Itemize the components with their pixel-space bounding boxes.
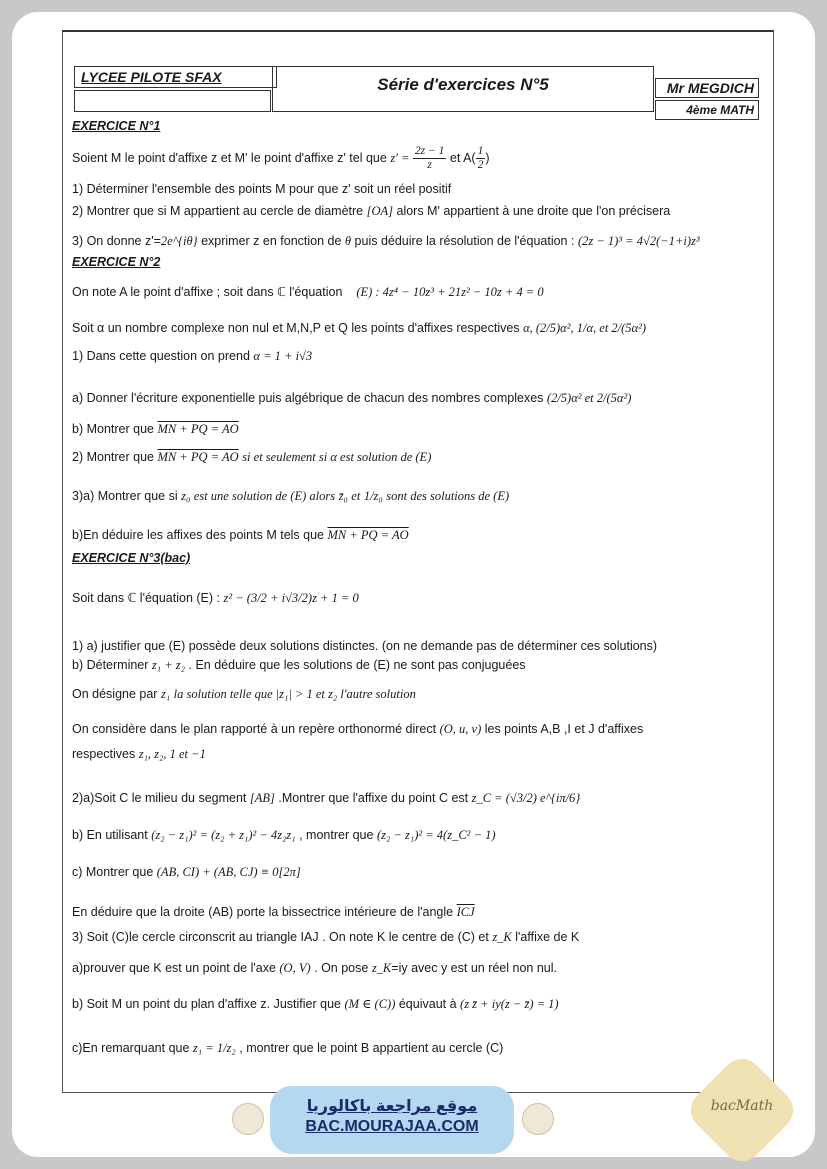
ex3-l5-text-end: les points A,B ,I et J d'affixes bbox=[484, 722, 644, 736]
ex1-intro-text: Soient M le point d'affixe z et M' le point d'affixe z' tel que bbox=[72, 150, 387, 165]
ex3-l4-text-end: la solution telle que |z₁| > 1 et z₂ l'autre solution bbox=[173, 687, 416, 701]
exercise-2-title: EXERCICE N°2 bbox=[72, 255, 161, 269]
ex3-zc-value: z_C = (√3/2) e^{iπ/6} bbox=[471, 791, 581, 805]
class-name: 4ème MATH bbox=[655, 100, 759, 120]
ex2-vector-sum-3: MN + PQ = AO bbox=[327, 528, 409, 542]
ex2-l8-text: b)En déduire les affixes des points M tels que bbox=[72, 528, 324, 542]
ex3-z1: z₁ bbox=[160, 687, 171, 701]
ex2-affixes: α, (2/5)α², 1/α, et 2/(5α²) bbox=[523, 321, 647, 335]
ex3-l12-text-2: . On pose bbox=[314, 961, 369, 975]
ex2-l7-text-end: sont des solutions de (E) bbox=[386, 489, 510, 503]
ex1-q2-text: 2) Montrer que si M appartient au cercle de diamètre bbox=[72, 204, 364, 218]
ex1-q3-equation: (2z − 1)³ = 4√2(−1+i)z³ bbox=[577, 234, 700, 248]
ex3-frame: (O, u, v) bbox=[439, 722, 482, 736]
ex3-l3-text-end: . En déduire que les solutions de (E) ne sont pas conjuguées bbox=[188, 658, 526, 672]
school-blank-box bbox=[74, 90, 271, 112]
ex3-line-8 bbox=[72, 827, 496, 843]
ex2-l3-text: 1) Dans cette question on prend bbox=[72, 349, 250, 363]
ex3-l7-text-2: .Montrer que l'affixe du point C est bbox=[278, 791, 469, 805]
ex3-line-7 bbox=[72, 790, 580, 806]
ex3-identity: (z₂ − z₁)² = (z₂ + z₁)² − 4z₂z₁ bbox=[151, 828, 296, 842]
ex1-q3-text-2: exprimer z en fonction de bbox=[201, 234, 342, 248]
ex2-line-2 bbox=[72, 320, 646, 336]
ex3-line-5 bbox=[72, 721, 643, 737]
ex3-l14-text: c)En remarquant que bbox=[72, 1041, 190, 1055]
ex1-frac-num: 2z − 1 bbox=[414, 145, 445, 157]
ex3-line-10 bbox=[72, 904, 475, 920]
ex2-z0-conj: z̄₀ bbox=[338, 489, 348, 503]
ex2-l1-text: On note A le point d'affixe ; soit dans ℂ l'équation bbox=[72, 285, 343, 299]
ex3-zk-2: z_K bbox=[371, 961, 392, 975]
ex2-vector-sum-2: MN + PQ = AO bbox=[157, 450, 239, 464]
ex3-line-6 bbox=[72, 746, 206, 762]
banner-site-url[interactable]: BAC.MOURAJAA.COM bbox=[305, 1118, 479, 1135]
ex1-frac-den: z bbox=[427, 159, 432, 171]
ex2-l6-text: 2) Montrer que bbox=[72, 450, 154, 464]
ex3-l13-text-2: équivaut à bbox=[398, 997, 457, 1011]
ex3-l7-text: 2)a)Soit C le milieu du segment bbox=[72, 791, 247, 805]
ex1-intro bbox=[72, 145, 490, 172]
ex2-z0: z₀ bbox=[181, 489, 191, 503]
bacmath-logo-text: bacMath bbox=[710, 1098, 774, 1114]
ex1-fraction bbox=[413, 145, 447, 172]
ex2-line-3 bbox=[72, 348, 312, 364]
ex1-q3-text-3: puis déduire la résolution de l'équation : bbox=[354, 234, 575, 248]
site-logo-left-icon bbox=[232, 1103, 264, 1135]
ex3-l1-text: Soit dans ℂ l'équation (E) : bbox=[72, 591, 220, 605]
ex2-line-7 bbox=[72, 488, 509, 504]
ex3-line-3 bbox=[72, 657, 526, 673]
ex2-l6-text-end: si et seulement si α est solution de (E) bbox=[242, 450, 432, 464]
ex1-q3-exp: 2e^{iθ} bbox=[160, 234, 198, 248]
ex2-alpha-value: α = 1 + i√3 bbox=[253, 349, 313, 363]
ex2-vector-sum: MN + PQ = AO bbox=[157, 422, 239, 436]
exercise-1-title: EXERCICE N°1 bbox=[72, 119, 161, 133]
ex3-l5-text: On considère dans le plan rapporté à un repère orthonormé direct bbox=[72, 722, 437, 736]
site-logo-right-icon bbox=[522, 1103, 554, 1135]
ex3-line-1 bbox=[72, 590, 359, 606]
ex1-half-den: 2 bbox=[477, 159, 484, 171]
ex3-line-9 bbox=[72, 864, 301, 880]
ex3-z1-inverse: z₁ = 1/z₂ bbox=[192, 1041, 236, 1055]
ex2-l7-text: 3)a) Montrer que si bbox=[72, 489, 178, 503]
ex3-l12-text-end: =iy avec y est un réel non nul. bbox=[391, 961, 557, 975]
ex1-question-1: 1) Déterminer l'ensemble des points M pour que z' soit un réel positif bbox=[72, 182, 452, 196]
ex2-line-4 bbox=[72, 390, 631, 406]
ex3-line-12 bbox=[72, 960, 557, 976]
ex3-zk: z_K bbox=[492, 930, 512, 944]
exercise-3-title: EXERCICE N°3(bac) bbox=[72, 551, 191, 565]
ex2-line-6 bbox=[72, 449, 431, 465]
ex3-membership: (M ∈ (C)) bbox=[344, 997, 396, 1011]
ex2-l7-and: et bbox=[351, 489, 361, 503]
ex3-line-11 bbox=[72, 929, 579, 945]
ex3-l8-text-2: , montrer que bbox=[299, 828, 374, 842]
ex2-line-8 bbox=[72, 527, 409, 543]
ex2-l4-numbers: (2/5)α² et 2/(5α²) bbox=[546, 391, 632, 405]
ex1-question-3 bbox=[72, 233, 700, 249]
ex3-line-14 bbox=[72, 1040, 503, 1056]
ex1-half-num: 1 bbox=[477, 145, 484, 157]
ex2-l5-text: b) Montrer que bbox=[72, 422, 154, 436]
ex3-angle-sum: (AB, CI) + (AB, CJ) ≡ 0[2π] bbox=[156, 865, 301, 879]
ex1-zprime: z' = bbox=[390, 150, 410, 165]
ex3-l13-text: b) Soit M un point du plan d'affixe z. Justifier que bbox=[72, 997, 341, 1011]
site-banner[interactable] bbox=[270, 1086, 514, 1154]
page-title: Série d'exercices N°5 bbox=[272, 66, 654, 112]
ex3-line-4 bbox=[72, 686, 416, 702]
ex2-l2-text: Soit α un nombre complexe non nul et M,N,P et Q les points d'affixes respectives bbox=[72, 321, 520, 335]
ex3-l10-text: En déduire que la droite (AB) porte la bissectrice intérieure de l'angle bbox=[72, 905, 454, 919]
ex3-l12-text: a)prouver que K est un point de l'axe bbox=[72, 961, 276, 975]
ex3-affix-list: z₁, z₂, 1 et −1 bbox=[138, 747, 206, 761]
ex1-q3-theta: θ bbox=[344, 234, 352, 248]
ex2-l4-text: a) Donner l'écriture exponentielle puis algébrique de chacun des nombres complexes bbox=[72, 391, 544, 405]
ex1-question-2 bbox=[72, 203, 670, 219]
ex3-equation: z² − (3/2 + i√3/2)z + 1 = 0 bbox=[223, 591, 359, 605]
ex3-l11-text: 3) Soit (C)le cercle circonscrit au triangle IAJ . On note K le centre de (C) et bbox=[72, 930, 489, 944]
ex3-circle-equation: (z z̄ + iy(z − z̄) = 1) bbox=[460, 997, 559, 1011]
ex3-angle-icj: $\overline{ICJ}$ bbox=[456, 905, 475, 919]
ex3-l14-text-end: , montrer que le point B appartient au cercle (C) bbox=[239, 1041, 504, 1055]
ex2-equation-e: (E) : 4z⁴ − 10z³ + 21z² − 10z + 4 = 0 bbox=[356, 285, 544, 299]
banner-arabic: موقع مراجعة باكالوريا bbox=[306, 1098, 478, 1115]
ex3-result: (z₂ − z₁)² = 4(z_C² − 1) bbox=[376, 828, 496, 842]
ex3-axis: (O, V) bbox=[279, 961, 311, 975]
ex3-segment-ab: [AB] bbox=[249, 791, 275, 805]
school-name: LYCEE PILOTE SFAX bbox=[74, 66, 277, 88]
ex3-l3-text: b) Déterminer bbox=[72, 658, 149, 672]
ex1-q2-text-end: alors M' appartient à une droite que l'on précisera bbox=[396, 204, 671, 218]
ex3-line-2: 1) a) justifier que (E) possède deux solutions distinctes. (on ne demande pas de déterminer ces solutions) bbox=[72, 639, 658, 653]
ex1-point-a-close: ) bbox=[485, 150, 490, 165]
ex1-q2-segment: [OA] bbox=[366, 204, 394, 218]
ex2-line-1 bbox=[72, 284, 544, 300]
ex3-sum: z₁ + z₂ bbox=[151, 658, 186, 672]
ex3-l9-text: c) Montrer que bbox=[72, 865, 154, 879]
ex2-l7-text-2: est une solution de (E) alors bbox=[193, 489, 336, 503]
ex3-l6-text: respectives bbox=[72, 747, 136, 761]
ex1-point-a: et A( bbox=[449, 150, 476, 165]
ex3-line-13 bbox=[72, 996, 559, 1012]
ex1-half bbox=[476, 145, 486, 172]
teacher-name: Mr MEGDICH bbox=[655, 78, 759, 98]
ex2-line-5 bbox=[72, 421, 239, 437]
ex1-q3-text: 3) On donne z'= bbox=[72, 234, 161, 248]
ex2-inv-z0: 1/z₀ bbox=[363, 489, 383, 503]
ex3-l4-text: On désigne par bbox=[72, 687, 158, 701]
ex3-l11-text-end: l'affixe de K bbox=[515, 930, 580, 944]
ex3-l8-text: b) En utilisant bbox=[72, 828, 148, 842]
